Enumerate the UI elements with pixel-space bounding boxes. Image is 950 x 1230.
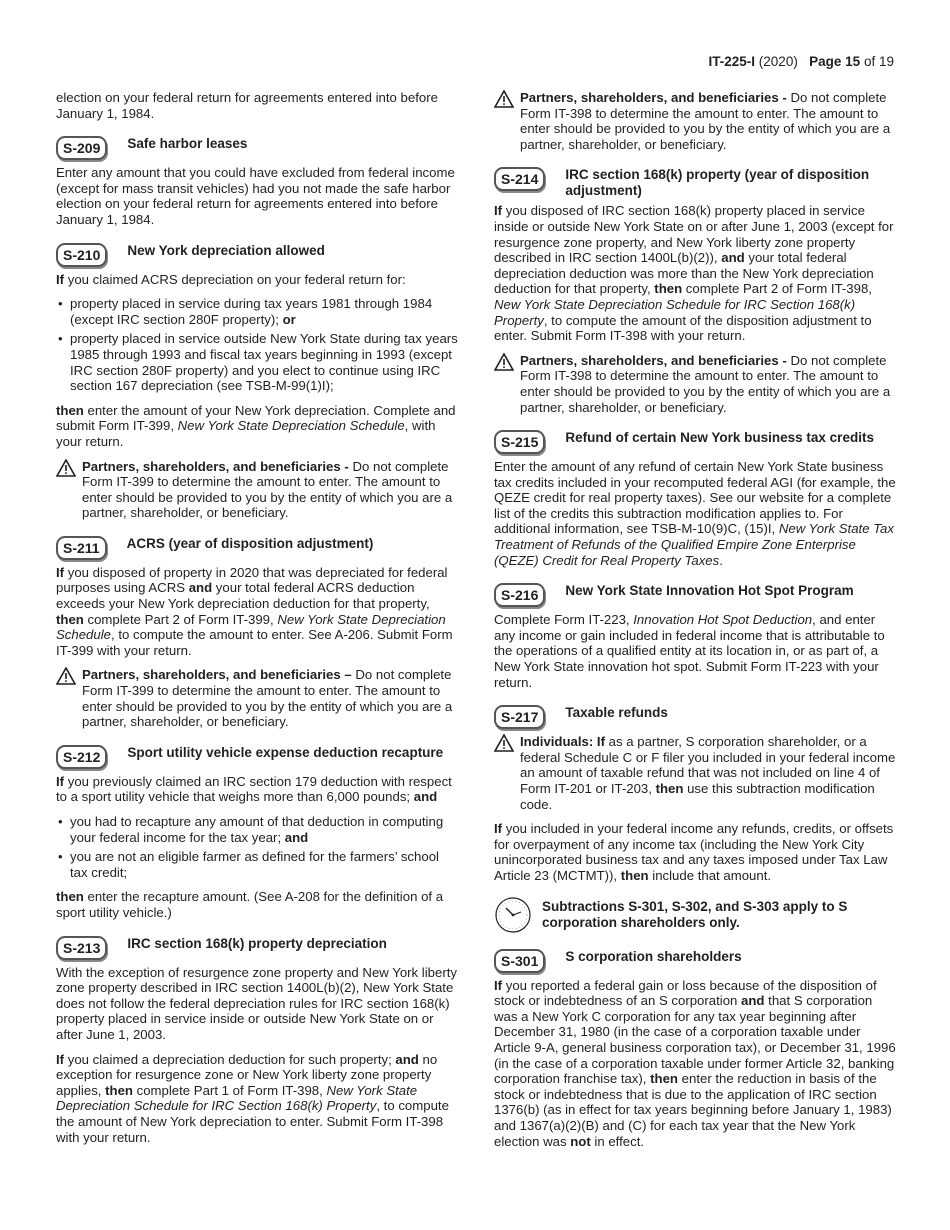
section-s212-heading bbox=[56, 744, 459, 769]
warning-note: Individuals: If as a partner, S corporation shareholder, or a federal Schedule C or F filer you included in your federal income an amount of taxable refund that was not included on line 4 of Form IT-201 or IT-203, then use this subtraction modification code. bbox=[494, 734, 897, 812]
section-s214-heading bbox=[494, 166, 897, 198]
code-badge: S-209 bbox=[56, 136, 107, 160]
form-year: (2020) bbox=[758, 54, 798, 69]
list-item: • you had to recapture any amount of that deduction in computing your federal income for the tax year; and bbox=[56, 814, 459, 845]
warning-icon bbox=[56, 667, 76, 685]
note-text: Subtractions S-301, S-302, and S-303 apply to S corporation shareholders only. bbox=[542, 898, 848, 930]
paragraph: If you previously claimed an IRC section 179 deduction with respect to a sport utility vehicle that weighs more than 6,000 pounds; and bbox=[56, 773, 452, 805]
page-number: 15 bbox=[845, 54, 861, 69]
warning-icon bbox=[494, 353, 514, 371]
section-s216-heading bbox=[494, 582, 897, 607]
section-title: IRC section 168(k) property depreciation bbox=[127, 935, 387, 951]
section-s210-heading bbox=[56, 242, 459, 267]
left-column bbox=[56, 90, 459, 1154]
paragraph: If you disposed of IRC section 168(k) property placed in service inside or outside New York State on or after June 1, 2003 (except for resurgence zone property, and New York liberty zone property described in IRC section 1400L(b)(2)), and your total federal depreciation deduction was more than the New York depreciation deduction for that property, then complete Part 2 of Form IT-398, New York State Depreciation Schedule for IRC Section 168(k) Property, to compute the amount of the disposition adjustment to enter. Submit Form IT-398 with your return. bbox=[494, 203, 894, 344]
section-title: New York depreciation allowed bbox=[127, 242, 325, 258]
warning-icon bbox=[494, 90, 514, 108]
paragraph: If you included in your federal income any refunds, credits, or offsets for overpayment of any income tax (including the New York City unincorporated business tax and any taxes imposed under Tax Law Article 23 (MCTMT)), then include that amount. bbox=[494, 821, 894, 883]
code-badge: S-216 bbox=[494, 583, 545, 607]
paragraph: then enter the amount of your New York depreciation. Complete and submit Form IT-399, New York State Depreciation Schedule, with your return. bbox=[56, 402, 456, 449]
total-pages: 19 bbox=[878, 54, 894, 69]
clock-note bbox=[494, 896, 897, 934]
paragraph: If you claimed a depreciation deduction for such property; and no exception for resurgence zone or New York liberty zone property applies, then complete Part 1 of Form IT-398, New York State Depreciation Schedule for IRC Section 168(k) Property, to compute the amount of New York depreciation to enter. Submit Form IT-398 with your return. bbox=[56, 1051, 449, 1145]
section-s215-heading bbox=[494, 429, 897, 454]
paragraph: then enter the recapture amount. (See A-208 for the definition of a sport utility vehicle.) bbox=[56, 889, 444, 920]
code-badge: S-217 bbox=[494, 705, 545, 729]
warning-icon bbox=[56, 459, 76, 477]
section-s209-heading bbox=[56, 135, 459, 160]
clock-icon bbox=[494, 896, 532, 934]
code-badge: S-210 bbox=[56, 243, 107, 267]
paragraph: With the exception of resurgence zone property and New York liberty zone property described in IRC section 1400L(b)(2), New York State does not follow the federal depreciation rules for IRC section 168(k) property placed in service inside or outside New York State on or after June 1, 2003. bbox=[56, 964, 457, 1042]
section-s301-heading bbox=[494, 948, 897, 973]
paragraph: If you disposed of property in 2020 that was depreciated for federal purposes using ACRS and your total federal ACRS deduction exceeds your New York depreciation deduction for that property, then complete Part 2 of Form IT-399, New York State Depreciation Schedule, to compute the amount to enter. See A-206. Submit Form IT-399 with your return. bbox=[56, 564, 453, 658]
code-badge: S-215 bbox=[494, 430, 545, 454]
bullet-list bbox=[56, 814, 459, 880]
section-s213-heading bbox=[56, 935, 459, 960]
warning-note: Partners, shareholders, and beneficiaries - Do not complete Form IT-399 to determine the amount to enter. The amount to enter should be provided to you by the entity of which you are a partner, shareholder, or beneficiary. bbox=[56, 459, 459, 521]
intro-text: election on your federal return for agreements entered into before January 1, 1984. bbox=[56, 90, 438, 121]
form-number: IT-225-I bbox=[708, 54, 756, 69]
paragraph: Enter the amount of any refund of certain New York State business tax credits included in your recomputed federal AGI (for example, the QEZE credit for real property taxes). See our website for a complete list of the credits this subtraction modification applies to. For additional information, see TSB-M-10(9)C, (15)I, New York State Tax Treatment of Refunds of the Qualified Empire Zone Enterprise (QEZE) Credit for Real Property Taxes. bbox=[494, 459, 896, 568]
code-badge: S-213 bbox=[56, 936, 107, 960]
warning-note: Partners, shareholders, and beneficiaries - Do not complete Form IT-398 to determine the amount to enter. The amount to enter should be provided to you by the entity of which you are a partner, shareholder, or beneficiary. bbox=[494, 90, 897, 152]
warning-note: Partners, shareholders, and beneficiaries - Do not complete Form IT-398 to determine the amount to enter. The amount to enter should be provided to you by the entity of which you are a partner, shareholder, or beneficiary. bbox=[494, 353, 897, 415]
list-item: • property placed in service during tax years 1981 through 1984 (except IRC section 280F property); or bbox=[56, 296, 459, 327]
code-badge: S-212 bbox=[56, 745, 107, 769]
code-badge: S-211 bbox=[56, 536, 107, 560]
list-item: • you are not an eligible farmer as defined for the farmers’ school tax credit; bbox=[56, 849, 459, 880]
section-title: ACRS (year of disposition adjustment) bbox=[126, 535, 374, 551]
page-header bbox=[709, 54, 895, 70]
right-column bbox=[494, 90, 897, 1158]
section-title: Sport utility vehicle expense deduction recapture bbox=[127, 744, 444, 760]
section-title: IRC section 168(k) property (year of disposition adjustment) bbox=[565, 167, 870, 198]
bullet-list bbox=[56, 296, 459, 394]
section-title: S corporation shareholders bbox=[565, 948, 742, 964]
section-s217-heading bbox=[494, 704, 897, 729]
page-label: Page bbox=[809, 54, 842, 69]
section-title: New York State Innovation Hot Spot Program bbox=[565, 583, 854, 599]
warning-note: Partners, shareholders, and beneficiaries – Do not complete Form IT-399 to determine the amount to enter. The amount to enter should be provided to you by the entity of which you are a partner, shareholder, or beneficiary. bbox=[56, 667, 459, 729]
code-badge: S-214 bbox=[494, 167, 545, 191]
section-s211-heading bbox=[56, 535, 459, 560]
section-title: Taxable refunds bbox=[565, 705, 668, 721]
warning-icon bbox=[494, 734, 514, 752]
of-label: of bbox=[863, 54, 876, 69]
section-title: Refund of certain New York business tax credits bbox=[565, 430, 874, 446]
code-badge: S-301 bbox=[494, 949, 545, 973]
paragraph: Enter any amount that you could have excluded from federal income (except for mass transit vehicles) had you not made the safe harbor election on your federal return for agreements entered into before January 1, 1984. bbox=[56, 165, 455, 227]
list-item: • property placed in service outside New York State during tax years 1985 through 1993 and fiscal tax years beginning in 1993 (except IRC section 280F property) and you elect to continue using IRC section 167 depreciation (see TSB-M-99(1)I); bbox=[56, 331, 459, 393]
paragraph: Complete Form IT-223, Innovation Hot Spot Deduction, and enter any income or gain included in federal income that is attributable to the operations of a qualified entity at its location in, or as part of, a New York State innovation hot spot. Submit Form IT-223 with your return. bbox=[494, 612, 885, 690]
paragraph: If you reported a federal gain or loss because of the disposition of stock or indebtedness of an S corporation and that S corporation was a New York C corporation for any tax year beginning after December 31, 1980 (in the case of a corporation taxable under Article 9-A, general business corporation tax), or December 31, 1996 (in the case of a corporation taxable under former Article 32, banking corporation franchise tax), then enter the reduction in basis of the stock or indebtedness that is due to the application of IRC section 1376(b) (as in effect for tax years beginning before January 1, 1983) and 1367(a)(2)(B) and (C) for each tax year that the New York election was not in effect. bbox=[494, 977, 896, 1149]
paragraph: If you claimed ACRS depreciation on your federal return for: bbox=[56, 271, 406, 287]
section-title: Safe harbor leases bbox=[127, 136, 248, 152]
